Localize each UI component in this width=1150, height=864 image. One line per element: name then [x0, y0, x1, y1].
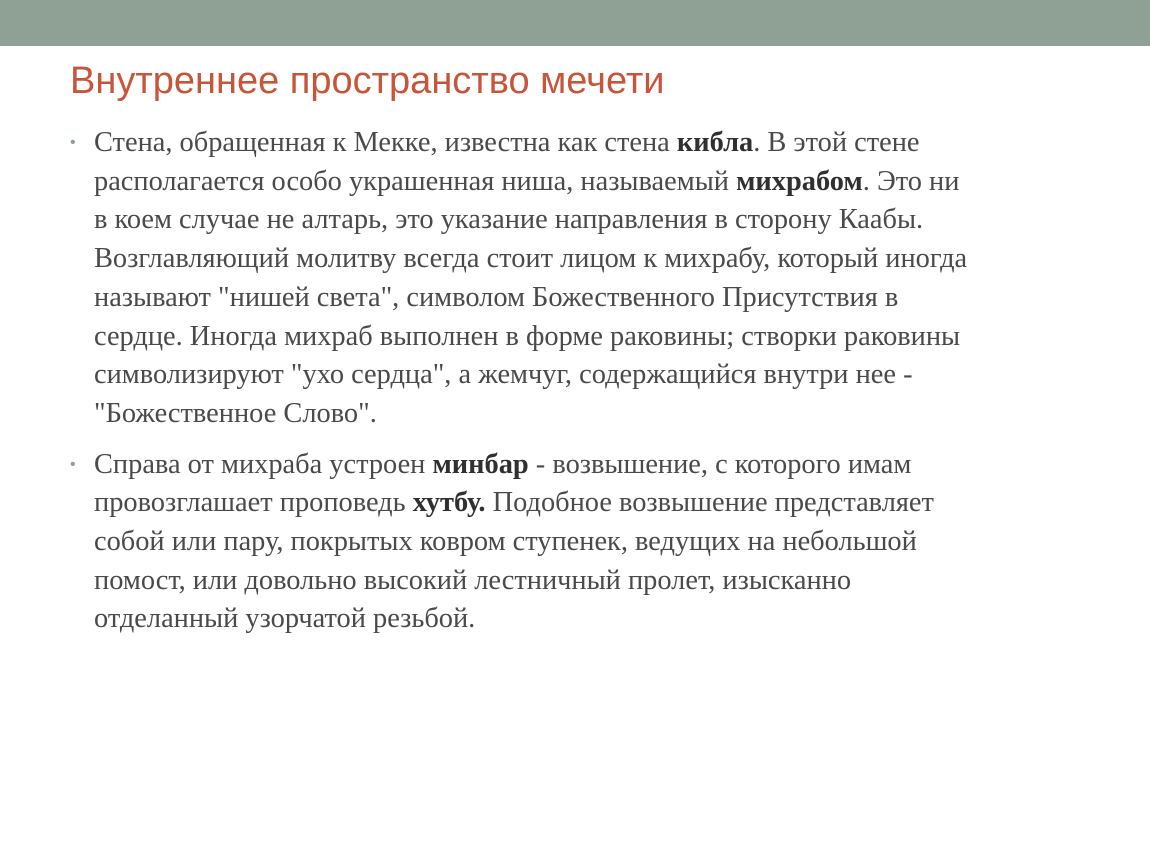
text-line: называют "нишей света", символом Божественного Присутствия в — [94, 281, 899, 313]
text-line: собой или пару, покрытых ковром ступенек, ведущих на небольшой — [94, 526, 917, 558]
bold-term-mihrab: михрабом — [736, 165, 863, 197]
text-line: располагается особо украшенная ниша, называемый михрабом. Это ни — [94, 165, 960, 197]
text-line: символизируют "ухо сердца", а жемчуг, содержащийся внутри нее - — [94, 359, 913, 391]
bullet-marker: • — [70, 134, 76, 151]
slide-title: Внутреннее пространство мечети — [70, 60, 665, 102]
text-line: Стена, обращенная к Мекке, известна как стена кибла. В этой стене — [94, 127, 920, 158]
text-line: "Божественное Слово". — [94, 397, 377, 429]
bold-term-minbar: минбар — [432, 448, 529, 480]
top-accent-bar — [0, 0, 1150, 46]
bullet-marker: • — [70, 455, 76, 473]
bold-term-khutba: хутбу. — [412, 487, 486, 519]
text-line: отделанный узорчатой резьбой. — [94, 603, 476, 635]
slide-body — [70, 124, 1070, 651]
text-line: в коем случае не алтарь, это указание направления в сторону Каабы. — [94, 204, 924, 236]
text-line: помост, или довольно высокий лестничный пролет, изысканно — [94, 564, 852, 596]
text-line: Справа от михраба устроен минбар - возвышение, с которого имам — [94, 448, 912, 480]
text-line: сердце. Иногда михраб выполнен в форме раковины; створки раковины — [94, 320, 961, 352]
bullet-item-qibla — [70, 124, 1070, 434]
text-line: провозглашает проповедь хутбу. Подобное возвышение представляет — [94, 487, 934, 519]
bullet-item-minbar — [70, 446, 1070, 640]
bold-term-qibla: кибла — [676, 127, 754, 158]
text-line: Возглавляющий молитву всегда стоит лицом к михрабу, который иногда — [94, 243, 968, 275]
